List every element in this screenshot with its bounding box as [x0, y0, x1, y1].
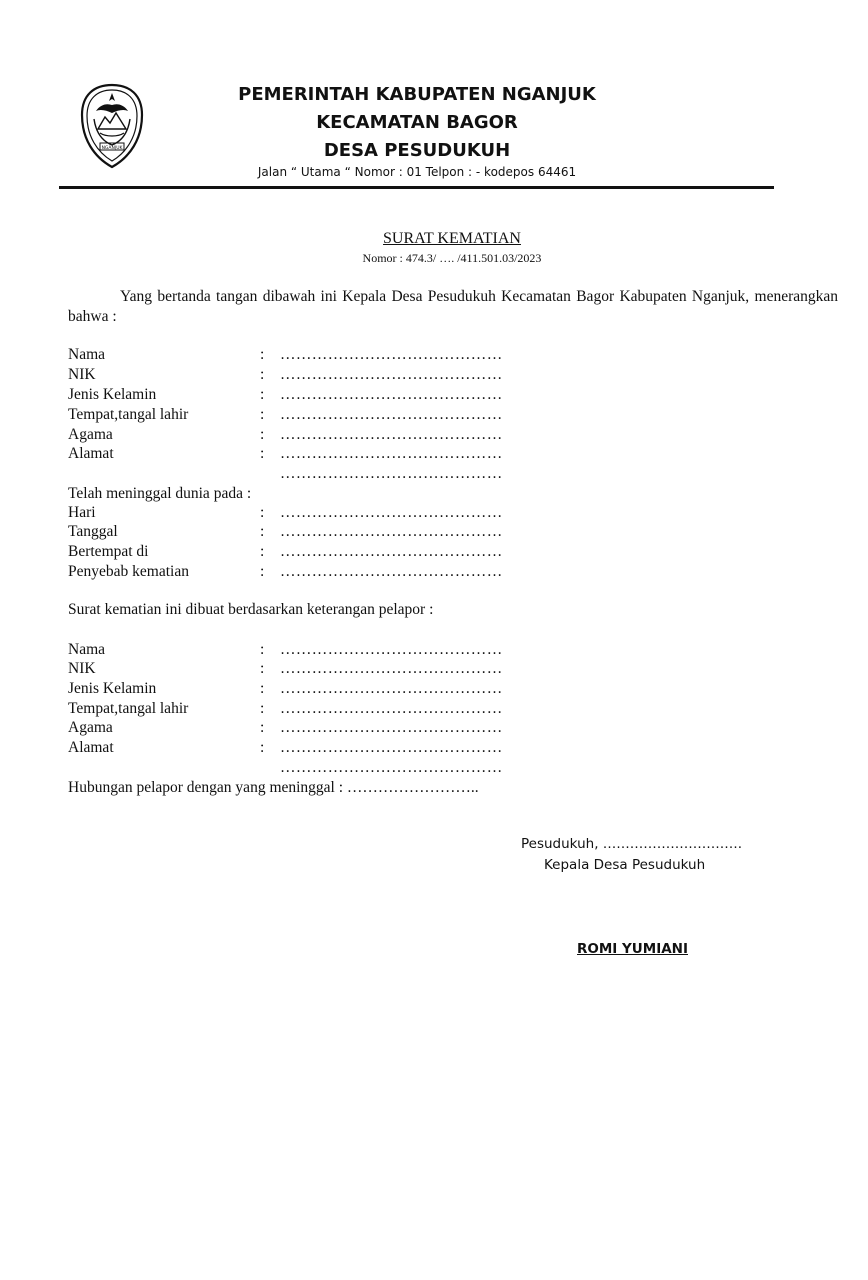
- header-village: DESA PESUDUKUH: [323, 140, 511, 161]
- field-label: NIK: [68, 660, 96, 677]
- intro-text: Yang bertanda tangan dibawah ini Kepala Desa Pesudukuh Kecamatan Bagor Kabupaten Nganjuk, menerangkan bahwa :: [68, 288, 838, 325]
- death-heading: Telah meninggal dunia pada :: [68, 485, 252, 502]
- logo-caption: NGANJUK: [101, 146, 123, 151]
- signature-place-date: Pesudukuh, ………………………….: [521, 836, 743, 852]
- field-label: Bertempat di: [68, 543, 149, 560]
- intro-paragraph: [68, 287, 838, 327]
- reporter-agama: [68, 718, 503, 738]
- field-label: Tanggal: [68, 523, 118, 540]
- field-label: Nama: [68, 641, 106, 658]
- field-blank: ……………………………………: [280, 406, 503, 423]
- field-blank: ……………………………………: [280, 504, 503, 521]
- field-colon: :: [260, 445, 265, 462]
- header-divider: [59, 186, 774, 189]
- field-nik: [68, 365, 503, 385]
- reporter-ttl: [68, 699, 503, 719]
- reporter-nik: [68, 659, 503, 679]
- field-label: NIK: [68, 366, 96, 383]
- field-alamat: [68, 444, 503, 464]
- field-label: Jenis Kelamin: [68, 386, 157, 403]
- relationship-line: Hubungan pelapor dengan yang meninggal : ……………………..: [68, 779, 479, 796]
- field-colon: :: [260, 680, 265, 697]
- field-colon: :: [260, 426, 265, 443]
- field-label: Nama: [68, 346, 106, 363]
- field-label: Tempat,tangal lahir: [68, 700, 189, 717]
- reporter-jenis-kelamin: [68, 679, 503, 699]
- field-blank: ……………………………………: [280, 465, 503, 482]
- field-blank: ……………………………………: [280, 700, 503, 717]
- document-title: SURAT KEMATIAN: [383, 230, 521, 247]
- field-label: Alamat: [68, 445, 114, 462]
- field-tanggal: [68, 522, 503, 542]
- field-colon: :: [260, 504, 265, 521]
- signature-role: Kepala Desa Pesudukuh: [544, 857, 706, 873]
- field-blank: ……………………………………: [280, 346, 503, 363]
- reporter-nama: [68, 640, 503, 660]
- field-colon: :: [260, 719, 265, 736]
- field-alamat-continued: [68, 464, 503, 484]
- reporter-alamat-continued: [68, 758, 503, 778]
- field-nama: [68, 345, 503, 365]
- field-label: Alamat: [68, 739, 114, 756]
- field-blank: ……………………………………: [280, 680, 503, 697]
- field-colon: :: [260, 543, 265, 560]
- field-blank: ……………………………………: [280, 523, 503, 540]
- field-colon: :: [260, 660, 265, 677]
- field-colon: :: [260, 346, 265, 363]
- field-jenis-kelamin: [68, 385, 503, 405]
- field-blank: ……………………………………: [280, 543, 503, 560]
- header-address: Jalan “ Utama “ Nomor : 01 Telpon : - kodepos 64461: [257, 165, 577, 179]
- field-label: Penyebab kematian: [68, 563, 189, 580]
- field-blank: ……………………………………: [280, 759, 503, 776]
- field-colon: :: [260, 563, 265, 580]
- field-colon: :: [260, 386, 265, 403]
- field-blank: ……………………………………: [280, 426, 503, 443]
- header-district: KECAMATAN BAGOR: [316, 112, 518, 133]
- field-penyebab: [68, 562, 503, 582]
- field-colon: :: [260, 523, 265, 540]
- signature-name: ROMI YUMIANI: [577, 941, 688, 957]
- field-colon: :: [260, 700, 265, 717]
- field-blank: ……………………………………: [280, 719, 503, 736]
- reporter-intro: Surat kematian ini dibuat berdasarkan keterangan pelapor :: [68, 601, 434, 618]
- field-agama: [68, 425, 503, 445]
- field-bertempat: [68, 542, 503, 562]
- field-blank: ……………………………………: [280, 386, 503, 403]
- field-blank: ……………………………………: [280, 445, 503, 462]
- field-colon: :: [260, 366, 265, 383]
- field-colon: :: [260, 406, 265, 423]
- field-blank: ……………………………………: [280, 366, 503, 383]
- reporter-alamat: [68, 738, 503, 758]
- field-label: Agama: [68, 719, 113, 736]
- field-blank: ……………………………………: [280, 739, 503, 756]
- field-colon: :: [260, 641, 265, 658]
- field-ttl: [68, 405, 503, 425]
- field-label: Hari: [68, 504, 96, 521]
- field-label: Jenis Kelamin: [68, 680, 157, 697]
- field-label: Tempat,tangal lahir: [68, 406, 189, 423]
- field-label: Agama: [68, 426, 113, 443]
- document-number: Nomor : 474.3/ …. /411.501.03/2023: [362, 251, 542, 265]
- field-blank: ……………………………………: [280, 660, 503, 677]
- header-regency: PEMERINTAH KABUPATEN NGANJUK: [238, 84, 596, 105]
- field-colon: :: [260, 739, 265, 756]
- field-blank: ……………………………………: [280, 563, 503, 580]
- field-blank: ……………………………………: [280, 641, 503, 658]
- field-hari: [68, 503, 503, 523]
